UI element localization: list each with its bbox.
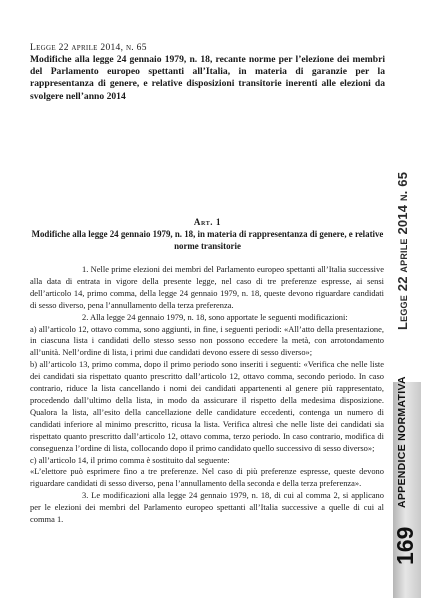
- paragraph-2c: c) all’articolo 14, il primo comma è sostituito dal seguente:: [30, 454, 230, 465]
- paragraph-2c-quote: «L’elettore può esprimere fino a tre preferenze. Nel caso di più preferenze espresse, queste devono riguardare candidati di sesso diverso, pena l’annullamento della seconda e della terza preferenza».: [30, 466, 384, 489]
- paragraph-2: 2. Alla legge 24 gennaio 1979, n. 18, sono apportate le seguenti modificazioni:: [82, 311, 348, 322]
- paragraph-2a: a) all’articolo 12, ottavo comma, sono aggiunti, in fine, i seguenti periodi: «All’atto della presentazione, in ciascuna lista i candidati dello stesso sesso non possono eccedere la metà, con arrotondamento all’unità. Nell’ordine di lista, i primi due candidati devono essere di sesso diverso»;: [30, 323, 384, 358]
- article-heading: [30, 216, 385, 252]
- law-header: [30, 43, 385, 103]
- law-title: Modifiche alla legge 24 gennaio 1979, n. 18, recante norme per l’elezione dei membri del Parlamento europeo spettanti all’Italia, in materia di garanzie per la rappresentanza di genere, e relative disposizioni transitorie inerenti alle elezioni da svolgere nell’anno 2014: [30, 54, 385, 102]
- paragraph-2b: b) all’articolo 13, primo comma, dopo il primo periodo sono inseriti i seguenti: «Verifica che nelle liste dei candidati sia rispettato quanto prescritto dall’articolo 12, ottavo comma, secondo periodo. In caso contrario, riduce la lista cancellando i nomi dei candidati appartenenti al genere più rappresentato, procedendo dall’ultimo della lista, in modo da assicurare il rispetto della medesima disposizione. Qualora la lista, all’esito della cancellazione delle candidature eccedenti, contenga un numero di candidati inferiore al minimo prescritto, ricusa la lista. Verifica altresì che nelle liste dei candidati sia rispettato quanto prescritto dall’articolo 12, ottavo comma, terzo periodo. In caso contrario, modifica di conseguenza l’ordine di lista, collocando dopo il primo candidato quello successivo di sesso diverso»;: [30, 359, 384, 453]
- page-number: 169: [392, 526, 418, 565]
- article-body: [30, 264, 384, 526]
- paragraph-3: 3. Le modificazioni alla legge 24 gennaio 1979, n. 18, di cui al comma 2, si applicano per le elezioni dei membri del Parlamento europeo spettanti all’Italia successive a quelle di cui al comma 1.: [30, 490, 384, 525]
- article-number: Art. 1: [193, 217, 222, 227]
- running-head-vertical: Legge 22 aprile 2014 n. 65: [395, 171, 410, 330]
- paragraph-1: 1. Nelle prime elezioni dei membri del Parlamento europeo spettanti all’Italia successive alla data di entrata in vigore della presente legge, nel caso di tre preferenze espresse, ai sensi dell’articolo 14, primo comma, della legge 24 gennaio 1979, n. 18, queste devono riguardare candidati di sesso diverso, pena l’annullamento della terza preferenza.: [30, 264, 384, 310]
- section-label: APPENDICE NORMATIVA: [396, 376, 408, 508]
- law-reference: Legge 22 aprile 2014, n. 65: [30, 43, 147, 53]
- article-title: Modifiche alla legge 24 gennaio 1979, n. 18, in materia di rappresentanza di genere, e relative norme transitorie: [31, 229, 384, 251]
